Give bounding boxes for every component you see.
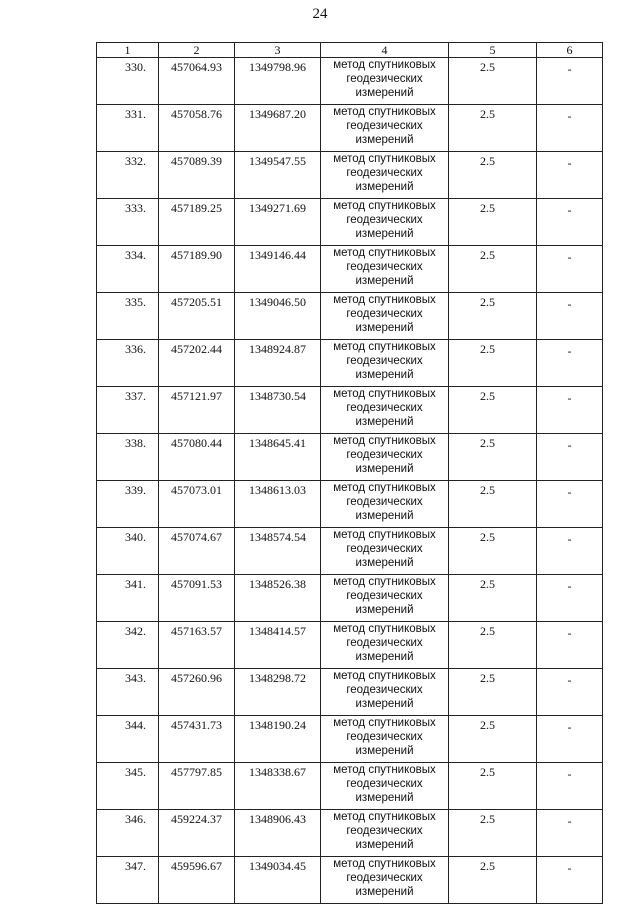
x-coordinate-cell: 457058.76 (159, 105, 235, 152)
method-cell: метод спутниковых геодезических измерений (321, 58, 449, 105)
note-cell: - (537, 857, 603, 904)
x-coordinate-cell: 457064.93 (159, 58, 235, 105)
page-number: 24 (312, 6, 328, 22)
accuracy-cell: 2.5 (449, 716, 537, 763)
y-coordinate-cell: 1348906.43 (235, 810, 321, 857)
table-row (97, 387, 603, 434)
header-col-2: 2 (159, 43, 235, 58)
accuracy-cell: 2.5 (449, 857, 537, 904)
point-number-cell: 331. (97, 105, 159, 152)
note-cell: - (537, 246, 603, 293)
table-row (97, 575, 603, 622)
method-cell: метод спутниковых геодезических измерений (321, 622, 449, 669)
point-number-cell: 343. (97, 669, 159, 716)
y-coordinate-cell: 1348338.67 (235, 763, 321, 810)
table-row (97, 58, 603, 105)
method-cell: метод спутниковых геодезических измерений (321, 152, 449, 199)
method-cell: метод спутниковых геодезических измерений (321, 340, 449, 387)
header-col-1: 1 (97, 43, 159, 58)
note-cell: - (537, 716, 603, 763)
table-row (97, 293, 603, 340)
method-cell: метод спутниковых геодезических измерений (321, 387, 449, 434)
x-coordinate-cell: 457121.97 (159, 387, 235, 434)
x-coordinate-cell: 457431.73 (159, 716, 235, 763)
header-col-6: 6 (537, 43, 603, 58)
point-number-cell: 339. (97, 481, 159, 528)
table-row (97, 669, 603, 716)
y-coordinate-cell: 1348574.54 (235, 528, 321, 575)
y-coordinate-cell: 1349687.20 (235, 105, 321, 152)
table-row (97, 340, 603, 387)
table-row (97, 763, 603, 810)
note-cell: - (537, 575, 603, 622)
x-coordinate-cell: 457260.96 (159, 669, 235, 716)
x-coordinate-cell: 457189.25 (159, 199, 235, 246)
note-cell: - (537, 763, 603, 810)
x-coordinate-cell: 459596.67 (159, 857, 235, 904)
method-cell: метод спутниковых геодезических измерений (321, 105, 449, 152)
x-coordinate-cell: 457205.51 (159, 293, 235, 340)
accuracy-cell: 2.5 (449, 199, 537, 246)
method-cell: метод спутниковых геодезических измерений (321, 246, 449, 293)
table-body (97, 58, 603, 904)
note-cell: - (537, 152, 603, 199)
header-col-5: 5 (449, 43, 537, 58)
x-coordinate-cell: 457189.90 (159, 246, 235, 293)
note-cell: - (537, 669, 603, 716)
note-cell: - (537, 481, 603, 528)
point-number-cell: 341. (97, 575, 159, 622)
table-row (97, 199, 603, 246)
x-coordinate-cell: 457073.01 (159, 481, 235, 528)
table-row (97, 152, 603, 199)
accuracy-cell: 2.5 (449, 152, 537, 199)
y-coordinate-cell: 1348924.87 (235, 340, 321, 387)
point-number-cell: 330. (97, 58, 159, 105)
table-row (97, 434, 603, 481)
note-cell: - (537, 810, 603, 857)
accuracy-cell: 2.5 (449, 246, 537, 293)
y-coordinate-cell: 1348526.38 (235, 575, 321, 622)
method-cell: метод спутниковых геодезических измерений (321, 434, 449, 481)
point-number-cell: 337. (97, 387, 159, 434)
y-coordinate-cell: 1348645.41 (235, 434, 321, 481)
method-cell: метод спутниковых геодезических измерений (321, 293, 449, 340)
point-number-cell: 334. (97, 246, 159, 293)
table-row (97, 246, 603, 293)
accuracy-cell: 2.5 (449, 575, 537, 622)
y-coordinate-cell: 1349046.50 (235, 293, 321, 340)
accuracy-cell: 2.5 (449, 387, 537, 434)
x-coordinate-cell: 457089.39 (159, 152, 235, 199)
y-coordinate-cell: 1349547.55 (235, 152, 321, 199)
note-cell: - (537, 528, 603, 575)
x-coordinate-cell: 457797.85 (159, 763, 235, 810)
accuracy-cell: 2.5 (449, 763, 537, 810)
y-coordinate-cell: 1349146.44 (235, 246, 321, 293)
header-col-4: 4 (321, 43, 449, 58)
note-cell: - (537, 58, 603, 105)
note-cell: - (537, 105, 603, 152)
table-row (97, 716, 603, 763)
note-cell: - (537, 293, 603, 340)
accuracy-cell: 2.5 (449, 810, 537, 857)
note-cell: - (537, 199, 603, 246)
point-number-cell: 332. (97, 152, 159, 199)
table-row (97, 857, 603, 904)
accuracy-cell: 2.5 (449, 105, 537, 152)
note-cell: - (537, 434, 603, 481)
note-cell: - (537, 387, 603, 434)
x-coordinate-cell: 457074.67 (159, 528, 235, 575)
table-row (97, 105, 603, 152)
y-coordinate-cell: 1348414.57 (235, 622, 321, 669)
x-coordinate-cell: 457163.57 (159, 622, 235, 669)
point-number-cell: 346. (97, 810, 159, 857)
method-cell: метод спутниковых геодезических измерений (321, 763, 449, 810)
method-cell: метод спутниковых геодезических измерений (321, 669, 449, 716)
point-number-cell: 336. (97, 340, 159, 387)
accuracy-cell: 2.5 (449, 528, 537, 575)
y-coordinate-cell: 1349798.96 (235, 58, 321, 105)
method-cell: метод спутниковых геодезических измерений (321, 528, 449, 575)
accuracy-cell: 2.5 (449, 669, 537, 716)
point-number-cell: 335. (97, 293, 159, 340)
point-number-cell: 333. (97, 199, 159, 246)
method-cell: метод спутниковых геодезических измерений (321, 481, 449, 528)
y-coordinate-cell: 1348298.72 (235, 669, 321, 716)
coordinates-table (96, 42, 603, 904)
y-coordinate-cell: 1348730.54 (235, 387, 321, 434)
accuracy-cell: 2.5 (449, 434, 537, 481)
accuracy-cell: 2.5 (449, 481, 537, 528)
x-coordinate-cell: 457080.44 (159, 434, 235, 481)
note-cell: - (537, 622, 603, 669)
y-coordinate-cell: 1349034.45 (235, 857, 321, 904)
table-header-row (97, 43, 603, 58)
point-number-cell: 342. (97, 622, 159, 669)
method-cell: метод спутниковых геодезических измерений (321, 199, 449, 246)
table-row (97, 622, 603, 669)
table-row (97, 481, 603, 528)
y-coordinate-cell: 1348190.24 (235, 716, 321, 763)
y-coordinate-cell: 1349271.69 (235, 199, 321, 246)
method-cell: метод спутниковых геодезических измерений (321, 857, 449, 904)
method-cell: метод спутниковых геодезических измерений (321, 716, 449, 763)
header-col-3: 3 (235, 43, 321, 58)
table-row (97, 810, 603, 857)
method-cell: метод спутниковых геодезических измерений (321, 575, 449, 622)
accuracy-cell: 2.5 (449, 293, 537, 340)
point-number-cell: 344. (97, 716, 159, 763)
y-coordinate-cell: 1348613.03 (235, 481, 321, 528)
table-row (97, 528, 603, 575)
method-cell: метод спутниковых геодезических измерений (321, 810, 449, 857)
x-coordinate-cell: 459224.37 (159, 810, 235, 857)
x-coordinate-cell: 457091.53 (159, 575, 235, 622)
accuracy-cell: 2.5 (449, 622, 537, 669)
note-cell: - (537, 340, 603, 387)
point-number-cell: 338. (97, 434, 159, 481)
point-number-cell: 347. (97, 857, 159, 904)
x-coordinate-cell: 457202.44 (159, 340, 235, 387)
point-number-cell: 340. (97, 528, 159, 575)
accuracy-cell: 2.5 (449, 58, 537, 105)
accuracy-cell: 2.5 (449, 340, 537, 387)
point-number-cell: 345. (97, 763, 159, 810)
